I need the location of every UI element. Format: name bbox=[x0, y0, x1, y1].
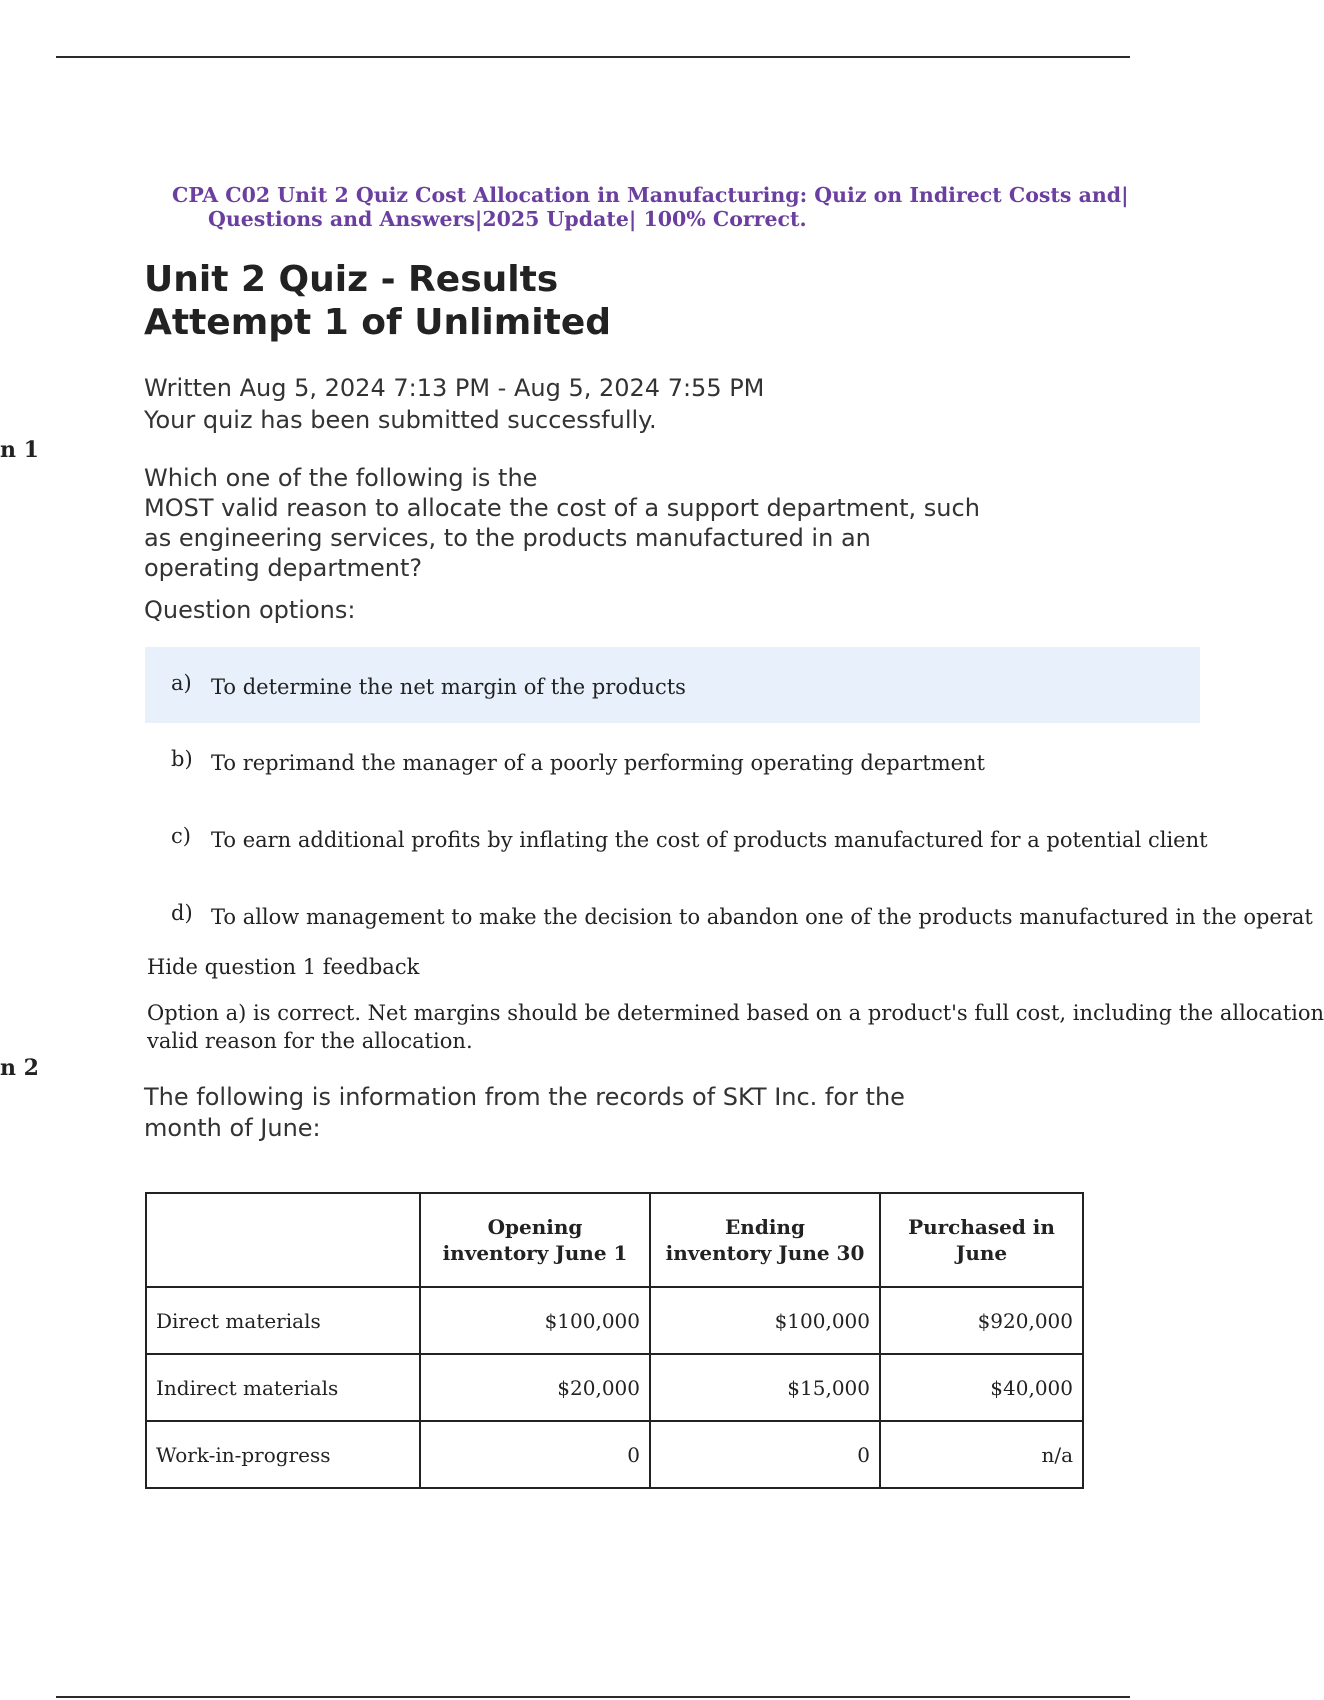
table-header-blank bbox=[146, 1193, 420, 1287]
table-cell: n/a bbox=[880, 1421, 1083, 1488]
table-header-ending bbox=[650, 1193, 880, 1287]
document-title-line-2: Questions and Answers|2025 Update| 100% Correct. bbox=[208, 207, 807, 231]
attempt-label: Attempt 1 of Unlimited bbox=[144, 302, 612, 343]
table-cell: 0 bbox=[420, 1421, 650, 1488]
row-label: Indirect materials bbox=[146, 1354, 420, 1421]
question-2-text bbox=[144, 1082, 905, 1144]
bottom-divider bbox=[56, 1696, 1130, 1698]
option-b-letter: b) bbox=[171, 747, 193, 771]
option-b[interactable] bbox=[145, 723, 1200, 799]
table-row bbox=[146, 1421, 1083, 1488]
question-1-text: Which one of the following is the MOST valid reason to allocate the cost of a support department, such as engineering services, to the products manufactured in an operating department? bbox=[144, 464, 980, 582]
inventory-table bbox=[145, 1192, 1084, 1489]
question-options-label: Question options: bbox=[144, 596, 356, 624]
header-opening-text: Opening inventory June 1 bbox=[442, 1215, 628, 1265]
submission-info bbox=[144, 372, 764, 436]
option-c-letter: c) bbox=[171, 824, 191, 848]
option-a-text: To determine the net margin of the products bbox=[211, 675, 686, 699]
feedback-line-2: valid reason for the allocation. bbox=[147, 1029, 473, 1053]
document-title bbox=[172, 183, 1132, 231]
option-d[interactable] bbox=[145, 877, 1313, 953]
table-cell: $40,000 bbox=[880, 1354, 1083, 1421]
submission-status: Your quiz has been submitted successfully. bbox=[144, 406, 657, 434]
option-a[interactable] bbox=[145, 647, 1200, 723]
header-purchased-text: Purchased in June bbox=[908, 1215, 1055, 1265]
table-row bbox=[146, 1287, 1083, 1354]
table-cell: $100,000 bbox=[650, 1287, 880, 1354]
table-cell: $920,000 bbox=[880, 1287, 1083, 1354]
option-d-letter: d) bbox=[171, 901, 193, 925]
table-row bbox=[146, 1354, 1083, 1421]
row-label: Direct materials bbox=[146, 1287, 420, 1354]
table-cell: 0 bbox=[650, 1421, 880, 1488]
written-timestamp: Written Aug 5, 2024 7:13 PM - Aug 5, 2024 7:55 PM bbox=[144, 374, 765, 402]
table-cell: $20,000 bbox=[420, 1354, 650, 1421]
question-1-feedback bbox=[147, 999, 1324, 1055]
option-c-text: To earn additional profits by inflating the cost of products manufactured for a potential client bbox=[211, 828, 1208, 852]
option-a-letter: a) bbox=[171, 671, 192, 695]
table-header-row bbox=[146, 1193, 1083, 1287]
question-2-margin-label: n 2 bbox=[0, 1055, 39, 1081]
table-header-opening bbox=[420, 1193, 650, 1287]
option-b-text: To reprimand the manager of a poorly performing operating department bbox=[211, 751, 985, 775]
feedback-line-1: Option a) is correct. Net margins should be determined based on a product's full cost, including the allocation bbox=[147, 1001, 1324, 1025]
question-2-line-2: month of June: bbox=[144, 1114, 321, 1142]
table-header-purchased bbox=[880, 1193, 1083, 1287]
table-cell: $15,000 bbox=[650, 1354, 880, 1421]
row-label: Work-in-progress bbox=[146, 1421, 420, 1488]
option-c[interactable] bbox=[145, 800, 1208, 876]
header-ending-text: Ending inventory June 30 bbox=[665, 1215, 865, 1265]
quiz-heading bbox=[144, 258, 611, 344]
option-d-text: To allow management to make the decision to abandon one of the products manufactured in the operat bbox=[211, 905, 1313, 929]
quiz-title: Unit 2 Quiz - Results bbox=[144, 259, 559, 300]
top-divider bbox=[56, 56, 1130, 58]
question-1-margin-label: n 1 bbox=[0, 437, 39, 463]
hide-feedback-link[interactable]: Hide question 1 feedback bbox=[147, 955, 420, 979]
table-cell: $100,000 bbox=[420, 1287, 650, 1354]
document-title-line-1: CPA C02 Unit 2 Quiz Cost Allocation in Manufacturing: Quiz on Indirect Costs and| bbox=[172, 183, 1129, 207]
question-2-line-1: The following is information from the records of SKT Inc. for the bbox=[144, 1083, 905, 1111]
